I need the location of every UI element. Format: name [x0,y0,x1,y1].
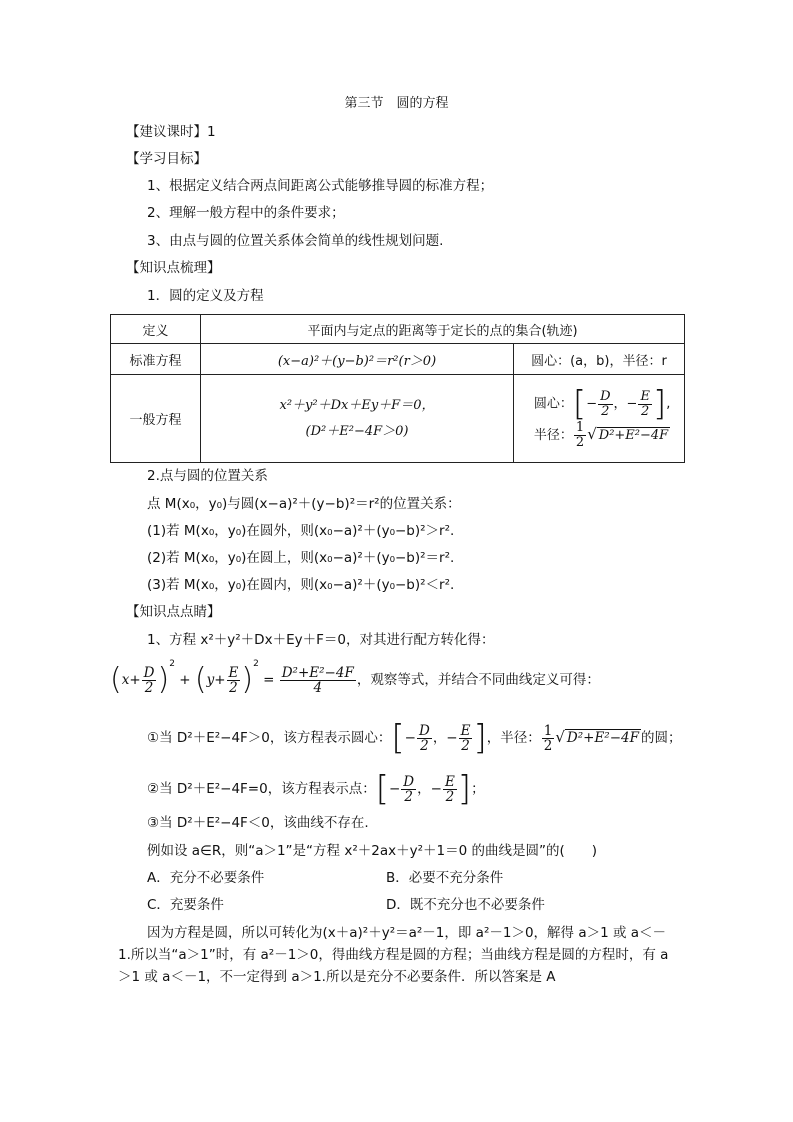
point-relation-case: (3)若 M(x₀，y₀)在圆内，则(x₀−a)²＋(y₀−b)²＜r². [147,577,455,593]
table-cell-standard-center: 圆心：(a，b)，半径：r [513,344,684,375]
example-option-d: D．既不充分也不必要条件 [386,897,545,913]
example-solution: 因为方程是圆，所以可转化为(x＋a)²＋y²＝a²－1，即 a²－1＞0，解得 a＞1 或 a＜－1.所以当“a＞1”时，有 a²－1＞0，得曲线方程是圆的方程；当曲线方程是圆的方程时，有 a＞1 或 a＜－1，不一定得到 a＞1.所以是充分不必要条件．所以答案是 A [118,925,669,985]
point-relation-case: (2)若 M(x₀，y₀)在圆上，则(x₀−a)²＋(y₀−b)²＝r². [147,550,455,566]
point-relation-intro: 点 M(x₀，y₀)与圆(x−a)²＋(y−b)²＝r²的位置关系： [147,496,461,512]
suggested-hours: 【建议课时】1 [126,124,216,140]
example-stem: 例如设 a∈R，则“a＞1”是“方程 x²＋2ax＋y²＋1＝0 的曲线是圆”的( ) [147,843,597,859]
table-cell-label: 一般方程 [111,375,201,463]
table-cell-general-eq [201,375,514,463]
objective-item: 2、理解一般方程中的条件要求； [147,205,345,221]
table-cell-definition: 平面内与定点的距离等于定长的点的集合(轨迹) [201,315,685,344]
key-line: 1、方程 x²＋y²＋Dx＋Ey＋F＝0，对其进行配方转化得： [147,632,495,648]
example-option-c: C．充要条件 [147,897,224,913]
knowledge-heading: 【知识点梳理】 [126,260,221,276]
circle-equation-table [110,314,685,463]
key-case-point: ②当 D²＋E²−4F=0，该方程表示点：[− $\frac{D}{2}$ ，− $\frac{E}{2}$ ]； [147,769,485,809]
subsection-title: 2.点与圆的位置关系 [147,468,268,484]
key-case-none: ③当 D²＋E²−4F＜0，该曲线不存在. [147,815,369,831]
table-cell-label: 标准方程 [111,344,201,375]
objective-item: 3、由点与圆的位置关系体会简单的线性规划问题. [147,233,444,249]
point-relation-case: (1)若 M(x₀，y₀)在圆外，则(x₀−a)²＋(y₀−b)²＞r². [147,523,455,539]
general-eq-line: x²＋y²＋Dx＋Ey＋F＝0， [279,397,435,413]
general-center: 圆心：[− $\frac{D}{2}$ ，− $\frac{E}{2}$ ], [533,384,671,424]
table-cell-standard-eq: (x−a)²＋(y−b)²＝r²(r＞0) [201,344,514,375]
objectives-heading: 【学习目标】 [126,151,207,167]
key-case-circle: ①当 D²＋E²−4F＞0，该方程表示圆心：[− $\frac{D}{2}$ ，− $\frac{E}{2}$ ]，半径： $\frac{1}{2}$ √ D²+E²−4F 的圆； [147,718,682,758]
table-cell-label: 定义 [111,315,201,344]
general-radius: 半径： $\frac{1}{2}$ √ D²+E²−4F [533,420,669,450]
general-eq-condition: (D²＋E²−4F＞0) [305,423,409,439]
table-cell-general-center [513,375,684,463]
completing-square-formula: (x+ $\frac{D}{2}$ )$^2$ + (y+ $\frac{E}{2}$ )$^2$ = $\frac{\text{D²+E²−4F}}{4}$ ，观察等式，并结合不同曲线定义可得： [110,659,600,697]
objective-item: 1、根据定义结合两点间距离公式能够推导圆的标准方程； [147,178,494,194]
subsection-title: 1．圆的定义及方程 [147,288,264,304]
page-title: 第三节 圆的方程 [344,96,449,111]
example-option-b: B．必要不充分条件 [386,870,504,886]
example-option-a: A．充分不必要条件 [147,870,265,886]
key-heading: 【知识点点睛】 [126,604,221,620]
